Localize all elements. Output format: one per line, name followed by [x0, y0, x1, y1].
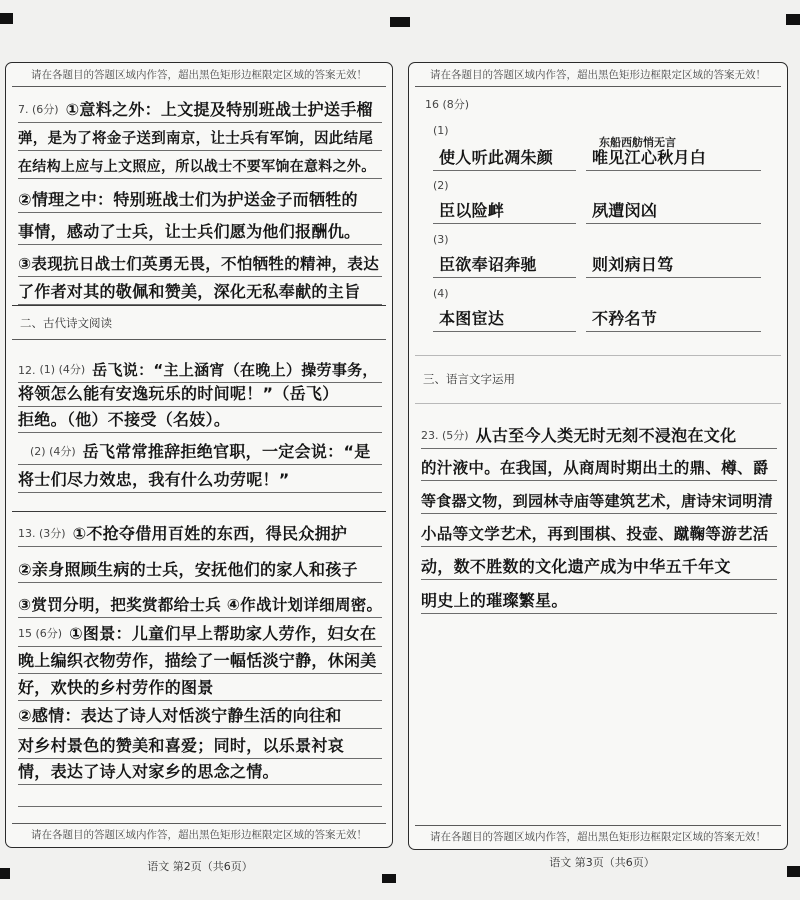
q16-answer-pair — [433, 145, 763, 171]
answer-sheet-page-3 — [408, 62, 788, 850]
handwritten-answer: 明史上的璀璨繁星。 — [421, 591, 568, 610]
q15-answer-line — [18, 675, 382, 701]
answer-blank — [433, 198, 576, 224]
handwritten-answer: 情，表达了诗人对家乡的思念之情。 — [18, 762, 279, 781]
q7-answer-line — [18, 219, 382, 245]
answer-blank — [586, 306, 761, 332]
handwritten-answer: 使人听此凋朱颜 — [439, 148, 554, 167]
handwritten-answer: 唯见江心秋月白 — [592, 148, 707, 167]
handwritten-answer: 的汁液中。在我国，从商周时期出土的鼎、樽、爵 — [421, 459, 769, 477]
handwritten-answer: 小品等文学艺术，再到围棋、投壶、蹴鞠等游艺活 — [421, 525, 769, 543]
q15-label: 15 (6分) — [18, 627, 63, 640]
q12-label: 12. — [18, 364, 36, 377]
q16-item-number: (1) — [433, 124, 449, 137]
handwritten-answer: 在结构上应与上文照应，所以战士不要军饷在意料之外。 — [18, 159, 376, 175]
q15-answer-line — [18, 733, 382, 759]
page-number-footer: 语文 第2页（共6页） — [147, 860, 253, 873]
handwritten-answer: 将士们尽力效忠，我有什么功劳呢！” — [18, 470, 290, 489]
handwritten-answer: ①不抢夺借用百姓的东西，得民众拥护 — [72, 524, 348, 543]
registration-mark — [382, 874, 396, 883]
q16-answer-pair — [433, 252, 763, 278]
page-number-footer: 语文 第3页（共6页） — [549, 856, 655, 869]
handwritten-answer: 从古至今人类无时无刻不浸泡在文化 — [475, 426, 737, 445]
q12-part1-label: (1) (4分) — [39, 363, 86, 376]
q23-label: 23. (5分) — [421, 429, 469, 442]
q13-answer-line — [18, 592, 382, 618]
q12-answer-line — [18, 407, 382, 433]
q7-answer-line — [18, 125, 382, 151]
handwritten-answer: 本图宦达 — [439, 309, 505, 328]
notice-bottom: 请在各题目的答题区域内作答，超出黑色矩形边框限定区域的答案无效！ — [31, 829, 367, 841]
q15-answer-line — [18, 703, 382, 729]
q7-answer-line — [18, 97, 382, 123]
handwritten-answer: ③表现抗日战士们英勇无畏，不怕牺牲的精神，表达 — [18, 255, 380, 273]
handwritten-answer: 岳飞说：“主上涵宵（在晚上）操劳事务， — [92, 361, 378, 379]
section-title-classical-reading: 二、古代诗文阅读 — [20, 316, 112, 330]
divider — [415, 403, 781, 404]
q16-label: 16 (8分) — [425, 98, 470, 111]
section-divider — [12, 511, 386, 512]
answer-sheet-page-2 — [5, 62, 393, 848]
q13-answer-line — [18, 521, 382, 547]
q16-item-number: (3) — [433, 233, 449, 246]
q15-answer-line — [18, 648, 382, 674]
q16-answer-pair — [433, 306, 763, 332]
divider — [12, 339, 386, 340]
handwritten-answer: 不矜名节 — [592, 309, 658, 328]
q13-answer-line — [18, 557, 382, 583]
handwritten-answer: 臣欲奉诏奔驰 — [439, 255, 537, 274]
handwritten-answer: 夙遭闵凶 — [592, 201, 658, 220]
handwritten-answer: 对乡村景色的赞美和喜爱；同时，以乐景衬哀 — [18, 736, 345, 755]
q7-answer-line — [18, 279, 382, 305]
divider — [12, 86, 386, 87]
q7-label: 7. (6分) — [18, 103, 59, 116]
q23-answer-line — [421, 521, 777, 547]
q23-answer-line — [421, 488, 777, 514]
handwritten-answer: 好，欢快的乡村劳作的图景 — [18, 678, 214, 697]
handwritten-answer: 了作者对其的敬佩和赞美，深化无私奉献的主旨 — [18, 282, 361, 301]
section-title-language-use: 三、语言文字运用 — [423, 372, 515, 386]
handwritten-answer: ①意料之外：上文提及特别班战士护送手榴 — [65, 100, 373, 119]
handwritten-answer: 晚上编织衣物劳作，描绘了一幅恬淡宁静，休闲美 — [18, 651, 377, 670]
handwritten-answer: 拒绝。（他）不接受（名妓）。 — [18, 410, 231, 429]
q23-answer-line — [421, 423, 777, 449]
q13-label: 13. (3分) — [18, 527, 66, 540]
q23-answer-line — [421, 455, 777, 481]
blank-answer-line — [18, 781, 382, 807]
q16-answer-pair — [433, 198, 763, 224]
q16-item-number: (4) — [433, 287, 449, 300]
notice-top: 请在各题目的答题区域内作答，超出黑色矩形边框限定区域的答案无效！ — [430, 69, 766, 81]
divider — [415, 86, 781, 87]
q12-answer-line — [18, 357, 382, 383]
handwritten-answer: ②感情：表达了诗人对恬淡宁静生活的向往和 — [18, 706, 342, 725]
q12-part2-label: (2) (4分) — [30, 445, 76, 458]
q12-answer-line — [18, 467, 382, 493]
q23-answer-line — [421, 554, 777, 580]
divider — [12, 823, 386, 824]
handwritten-answer: ②亲身照顾生病的士兵，安抚他们的家人和孩子 — [18, 560, 358, 579]
answer-blank — [433, 306, 576, 332]
registration-mark — [0, 868, 10, 879]
section-divider — [12, 305, 386, 306]
answer-blank — [586, 145, 761, 171]
answer-blank — [433, 145, 576, 171]
registration-mark — [390, 17, 410, 27]
q23-answer-line — [421, 588, 777, 614]
handwritten-answer: 臣以险衅 — [439, 201, 505, 220]
divider — [415, 825, 781, 826]
handwritten-answer: 岳飞常常推辞拒绝官职，一定会说：“是 — [82, 442, 371, 461]
handwritten-answer: 动，数不胜数的文化遗产成为中华五千年文 — [421, 557, 731, 576]
q7-answer-line — [18, 153, 382, 179]
q7-answer-line — [18, 187, 382, 213]
handwritten-answer: 弹，是为了将金子送到南京，让士兵有军饷，因此结尾 — [18, 131, 374, 147]
q12-answer-line — [18, 381, 382, 407]
handwritten-note: 东船西舫悄无言 — [599, 136, 676, 149]
registration-mark — [787, 866, 800, 877]
q7-answer-line — [18, 251, 382, 277]
handwritten-answer: 等食器文物，到园林寺庙等建筑艺术，唐诗宋词明清 — [421, 492, 773, 510]
answer-blank — [433, 252, 576, 278]
handwritten-answer: ③赏罚分明，把奖赏都给士兵 ④作战计划详细周密。 — [18, 596, 382, 614]
divider — [415, 355, 781, 356]
registration-mark — [786, 14, 800, 25]
handwritten-answer: 将领怎么能有安逸玩乐的时间呢！”（岳飞） — [18, 384, 339, 403]
registration-mark — [0, 13, 13, 24]
q16-item-number: (2) — [433, 179, 449, 192]
notice-top: 请在各题目的答题区域内作答，超出黑色矩形边框限定区域的答案无效！ — [31, 69, 367, 81]
handwritten-answer: ②情理之中：特别班战士们为护送金子而牺牲的 — [18, 190, 358, 209]
q12-answer-line — [18, 439, 382, 465]
notice-bottom: 请在各题目的答题区域内作答，超出黑色矩形边框限定区域的答案无效！ — [430, 831, 766, 843]
answer-blank — [586, 252, 761, 278]
q15-answer-line — [18, 621, 382, 647]
handwritten-answer: 事情，感动了士兵，让士兵们愿为他们报酬仇。 — [18, 222, 361, 241]
answer-blank — [586, 198, 761, 224]
handwritten-answer: ①图景：儿童们早上帮助家人劳作，妇女在 — [69, 624, 377, 643]
handwritten-answer: 则刘病日笃 — [592, 255, 674, 274]
